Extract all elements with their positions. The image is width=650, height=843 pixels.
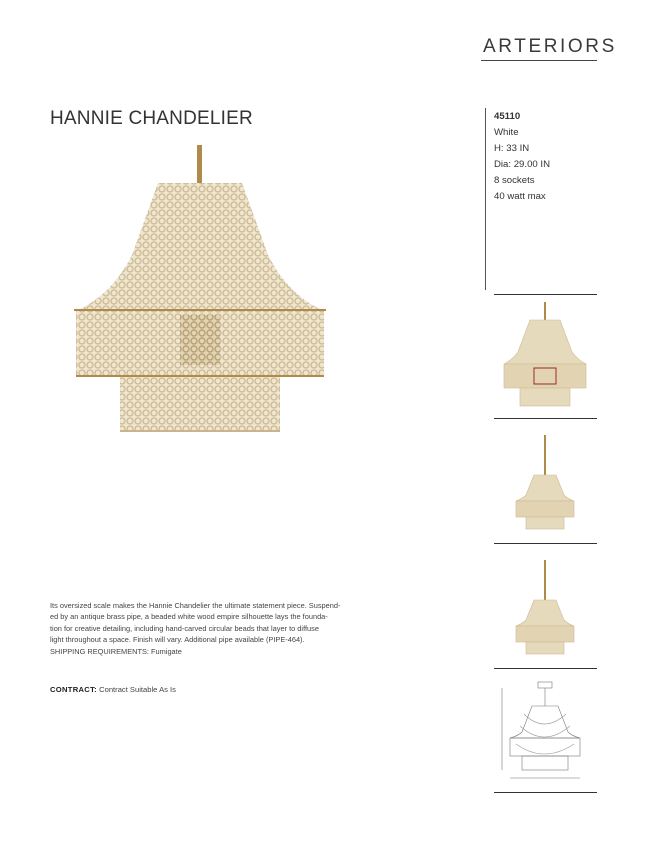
thumb-divider xyxy=(494,543,597,544)
thumb-divider xyxy=(494,418,597,419)
dimension-drawing-thumbnail[interactable] xyxy=(494,674,597,789)
brand-underline xyxy=(481,60,597,61)
shipping-requirements: SHIPPING REQUIREMENTS: Fumigate xyxy=(50,646,182,656)
product-sockets: 8 sockets xyxy=(494,175,535,186)
description-line: Its oversized scale makes the Hannie Chandelier the ultimate statement piece. Suspend- xyxy=(50,601,341,610)
product-sku: 45110 xyxy=(494,111,521,122)
product-title: HANNIE CHANDELIER xyxy=(50,108,253,129)
contract-value: Contract Suitable As Is xyxy=(99,685,176,694)
thumb-divider xyxy=(494,668,597,669)
thumb-divider xyxy=(494,792,597,793)
chandelier-angle-thumbnail[interactable] xyxy=(494,550,597,665)
chandelier-detail-thumbnail[interactable] xyxy=(494,300,597,415)
chandelier-front-thumbnail[interactable] xyxy=(494,425,597,540)
description-line: ed by an antique brass pipe, a beaded white wood empire silhouette lays the founda- xyxy=(50,612,328,622)
contract-info xyxy=(50,685,176,694)
product-description xyxy=(50,600,385,657)
main-product-image xyxy=(70,145,330,450)
contract-label: CONTRACT: xyxy=(50,685,97,694)
product-finish: White xyxy=(494,127,519,138)
product-wattage: 40 watt max xyxy=(494,191,546,202)
description-line: light throughout a space. Finish will vary. Additional pipe available (PIPE-464). xyxy=(50,635,305,645)
spec-divider xyxy=(485,108,486,290)
description-line: tion for creative detailing, including hand-carved circular beads that layer to diffuse xyxy=(50,623,319,633)
brand-logo: ARTERIORS xyxy=(483,36,617,57)
product-diameter: Dia: 29.00 IN xyxy=(494,159,550,170)
product-height: H: 33 IN xyxy=(494,143,530,154)
thumb-divider xyxy=(494,294,597,295)
spec-list xyxy=(494,109,550,205)
